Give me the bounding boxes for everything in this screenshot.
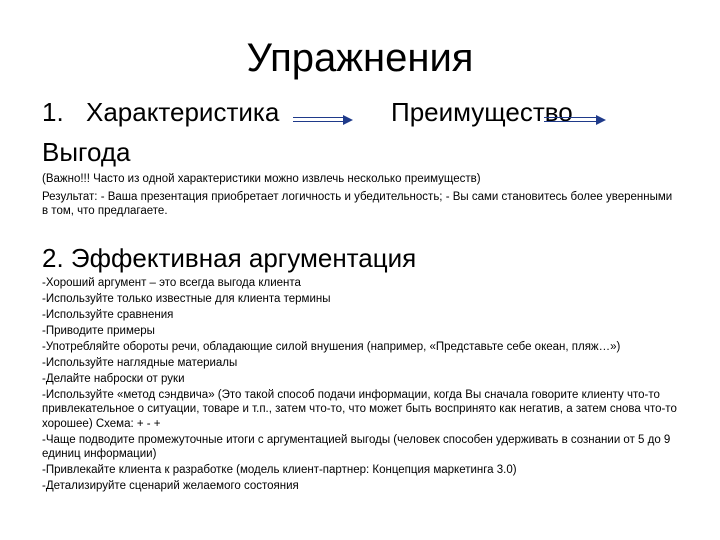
list-item: -Чаще подводите промежуточные итоги с аргументацией выгоды (человек способен удерживать в сознании от 5 до 9 единиц информации) — [42, 433, 671, 461]
list-item: -Употребляйте обороты речи, обладающие силой внушения (например, «Представьте себе океан, пляж…») — [42, 341, 621, 353]
benefit-label: Выгода — [42, 137, 131, 167]
slide-title: Упражнения — [246, 36, 474, 80]
list-item: -Привлекайте клиента к разработке (модель клиент-партнер: Концепция маркетинга 3.0) — [42, 464, 517, 477]
exercise2-title: 2. Эффективная аргументация — [42, 243, 417, 273]
list-item: -Используйте сравнения — [42, 309, 174, 321]
list-item: -Приводите примеры — [42, 325, 155, 337]
exercise1-number: 1. — [42, 97, 64, 127]
argumentation-tips-list — [42, 276, 687, 495]
list-item: -Используйте наглядные материалы — [42, 357, 238, 369]
arrow-right-icon — [293, 115, 353, 125]
list-item: -Детализируйте сценарий желаемого состояния — [42, 480, 299, 493]
advantage-label: Преимущество — [391, 97, 573, 127]
exercise1-note: (Важно!!! Часто из одной характеристики можно извлечь несколько преимуществ) — [42, 173, 481, 185]
feature-label: Характеристика — [86, 97, 280, 127]
list-item: -Хороший аргумент – это всегда выгода клиента — [42, 277, 301, 289]
arrow-right-icon — [544, 115, 606, 125]
list-item: -Используйте «метод сэндвича» (Это такой способ подачи информации, когда Вы сначала говорите клиенту что-то привлекательное о ситуации, товаре и т.п., затем что-то, что может быть воспринято как негатив, а затем снова что-то хорошее) Схема: + - + — [42, 389, 677, 430]
exercise1-result: Результат: - Ваша презентация приобретает логичность и убедительность; - Вы сами становитесь более уверенными в том, что предлагаете. — [42, 191, 673, 217]
list-item: -Делайте наброски от руки — [42, 373, 185, 385]
list-item: -Используйте только известные для клиента термины — [42, 293, 331, 305]
